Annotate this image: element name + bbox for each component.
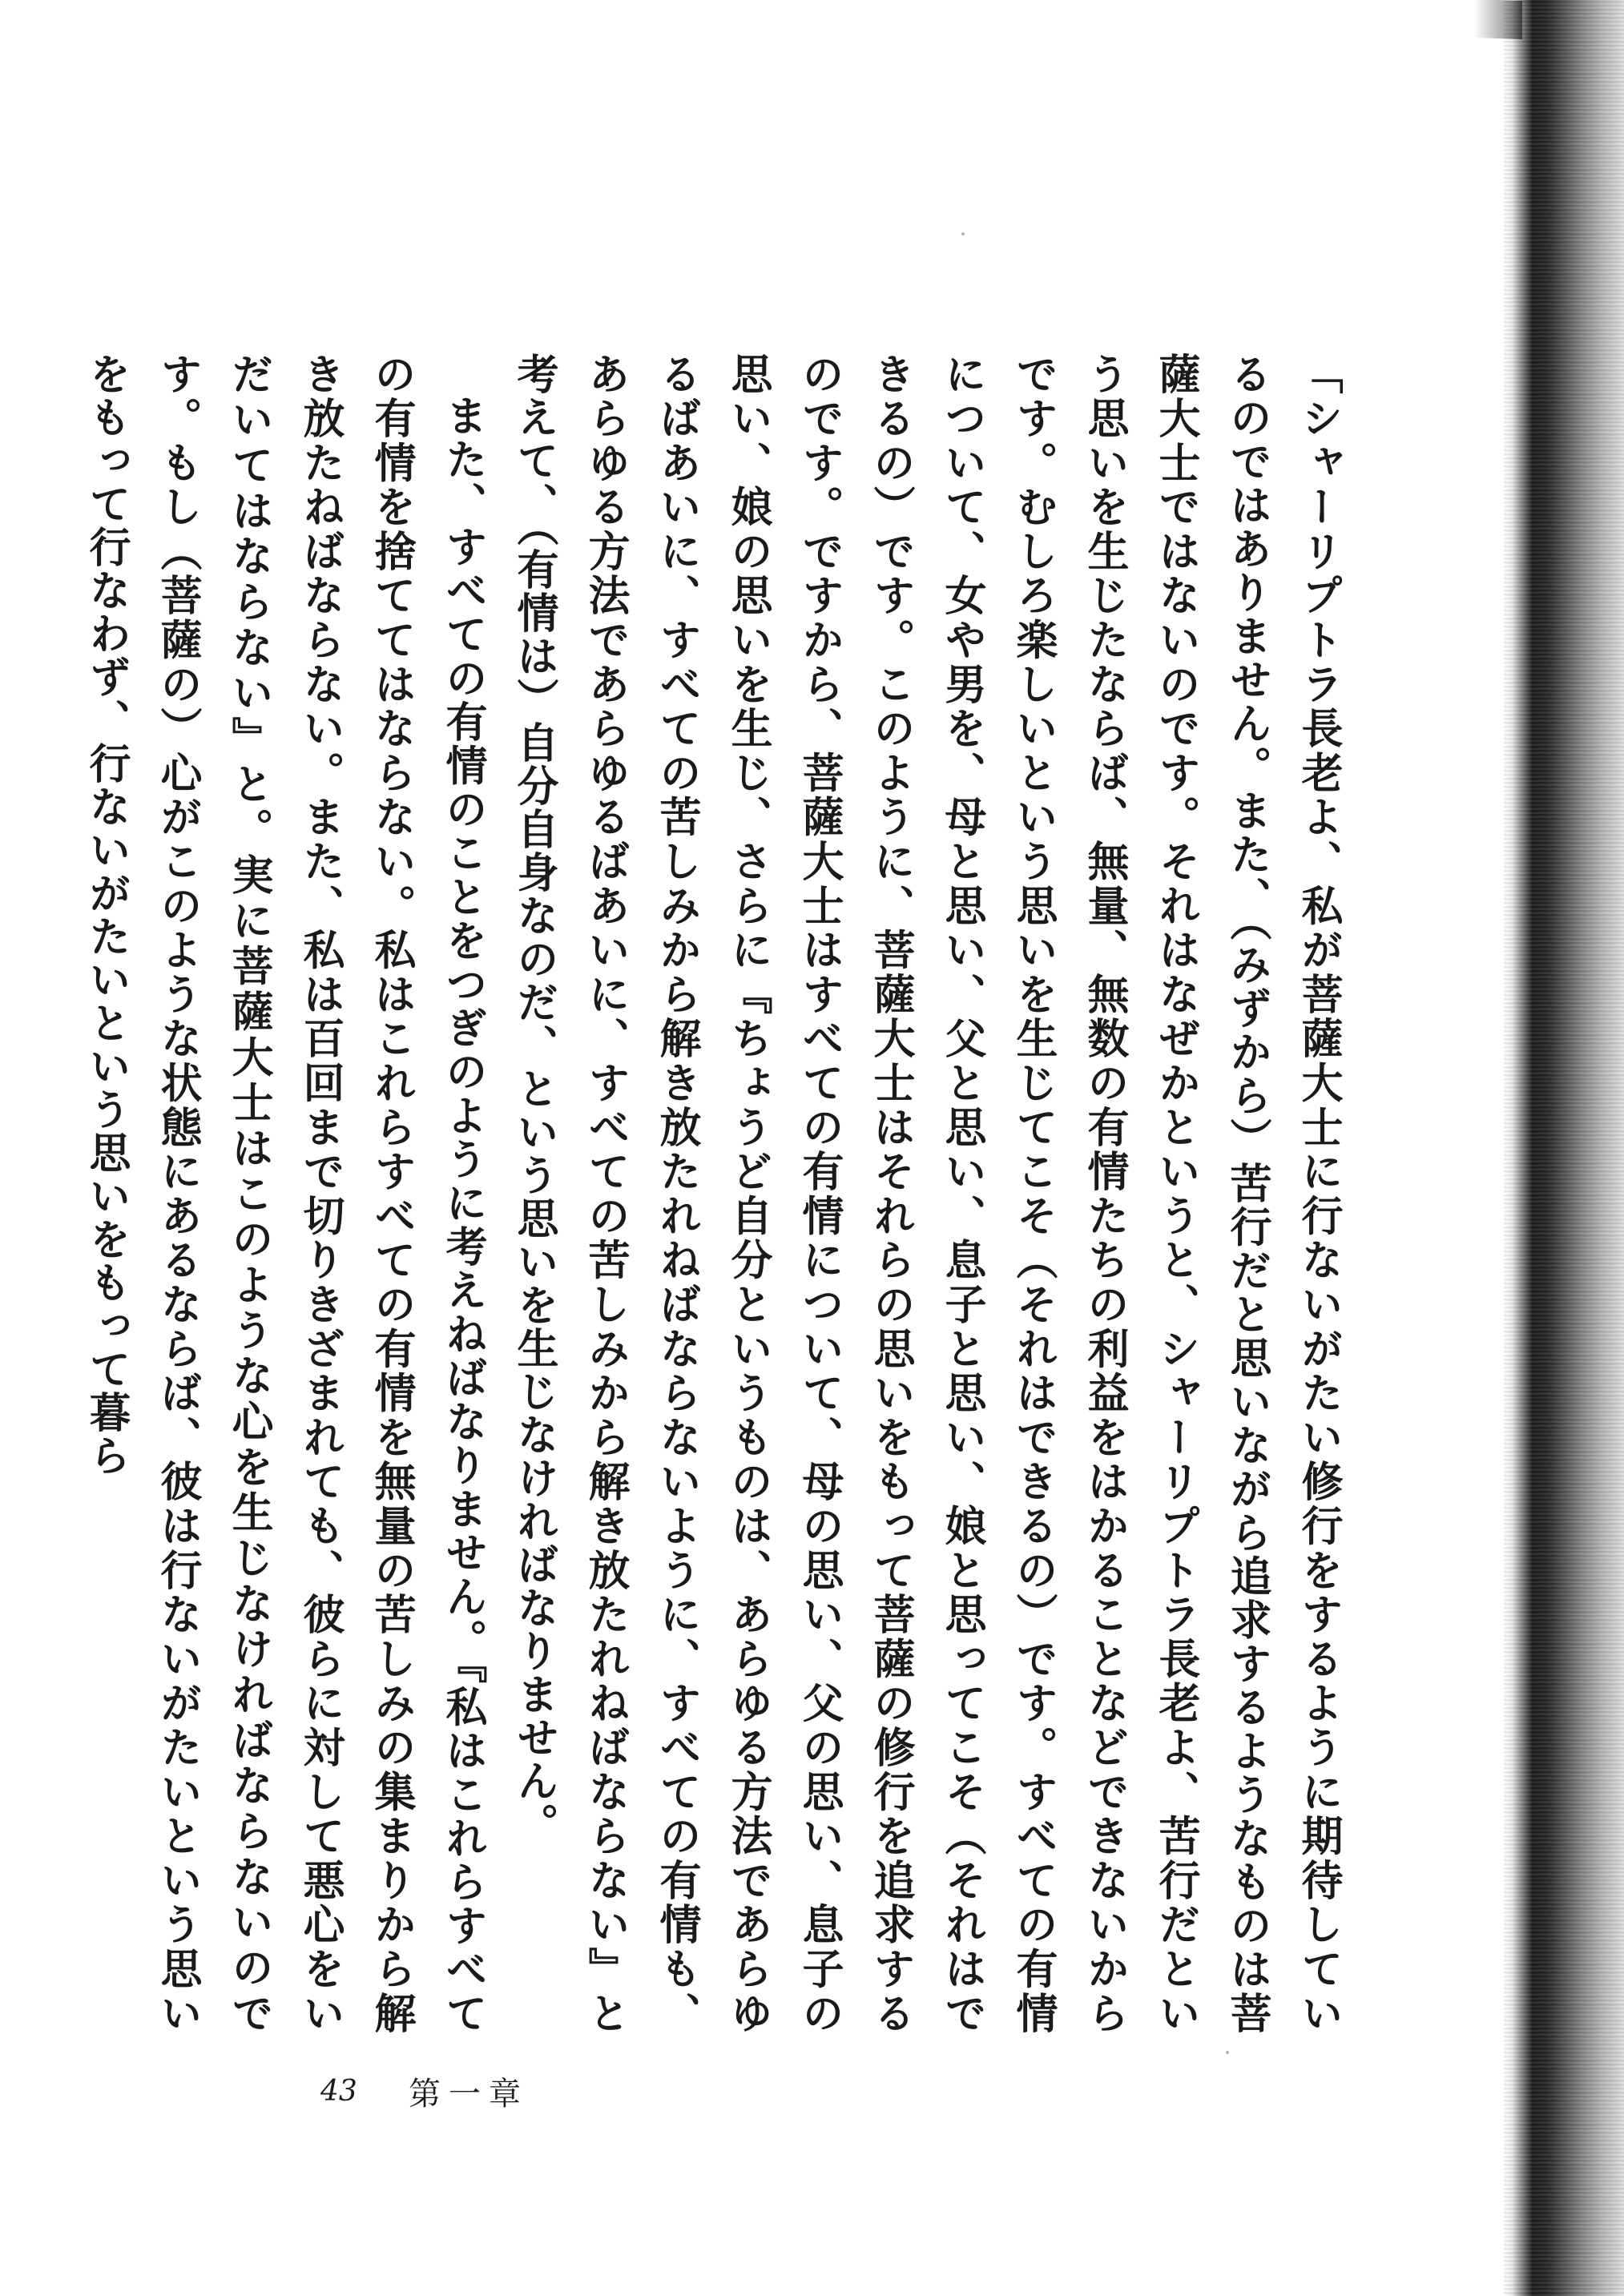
body-text	[82, 352, 1354, 2036]
chapter-title: 第一章	[409, 2075, 529, 2113]
page-number: 43	[320, 2074, 357, 2108]
page-edge-corner	[1474, 0, 1522, 39]
running-foot	[320, 2067, 529, 2115]
scan-speck	[1226, 2051, 1229, 2054]
page-edge-shadow	[1504, 0, 1624, 2296]
scan-speck	[961, 232, 965, 236]
paragraph-1: 「シャーリプトラ長老よ、私が菩薩大士に行ないがたい修行をするように期待しているのではありません。また、（みずから）苦行だと思いながら追求するようなものは菩薩大士ではないのです。それはなぜかというと、シャーリプトラ長老よ、苦行だという思いを生じたならば、無量、無数の有情たちの利益をはかることなどできないからです。むしろ楽しいという思いを生じてこそ（それはできるの）です。すべての有情について、女や男を、母と思い、父と思い、息子と思い、娘と思ってこそ（それはできるの）です。このように、菩薩大士はそれらの思いをもって菩薩の修行を追求するのです。ですから、菩薩大士はすべての有情について、母の思い、父の思い、息子の思い、娘の思いを生じ、さらに『ちょうど自分というものは、あらゆる方法であらゆるばあいに、すべての苦しみから解き放たれねばならないように、すべての有情も、あらゆる方法であらゆるばあいに、すべての苦しみから解き放たれねばならない』と考えて、（有情は）自分自身なのだ、という思いを生じなければなりません。	[510, 352, 1343, 2036]
paragraph-2: また、すべての有情のことをつぎのように考えねばなりません。『私はこれらすべての有情を捨ててはならない。私はこれらすべての有情を無量の苦しみの集まりから解き放たねばならない。また、私は百回まで切りきざまれても、彼らに対して悪心をいだいてはならない』と。実に菩薩大士はこのような心を生じなければならないのです。もし（菩薩の）心がこのような状態にあるならば、彼は行ないがたいという思いをもって行なわず、行ないがたいという思いをもって暮ら	[82, 352, 487, 2035]
